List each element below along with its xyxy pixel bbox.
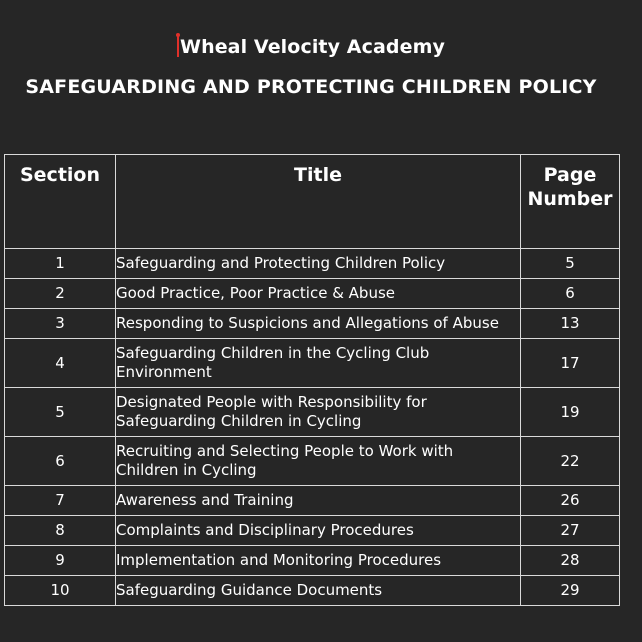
section-title: Implementation and Monitoring Procedures bbox=[116, 546, 521, 576]
column-header-page-number bbox=[521, 155, 620, 249]
page-number: 13 bbox=[521, 309, 620, 339]
page-number: 6 bbox=[521, 279, 620, 309]
column-header-section: Section bbox=[5, 155, 116, 249]
section-number: 6 bbox=[5, 437, 116, 486]
table-row bbox=[5, 486, 620, 516]
text-cursor-icon bbox=[177, 35, 179, 57]
policy-title: SAFEGUARDING AND PROTECTING CHILDREN POLICY bbox=[25, 76, 597, 98]
table-row bbox=[5, 388, 620, 437]
section-number: 1 bbox=[5, 249, 116, 279]
section-title: Good Practice, Poor Practice & Abuse bbox=[116, 279, 521, 309]
table-row bbox=[5, 309, 620, 339]
section-number: 5 bbox=[5, 388, 116, 437]
section-title: Complaints and Disciplinary Procedures bbox=[116, 516, 521, 546]
section-number: 9 bbox=[5, 546, 116, 576]
column-header-title: Title bbox=[116, 155, 521, 249]
section-number: 10 bbox=[5, 576, 116, 606]
page-number: 27 bbox=[521, 516, 620, 546]
table-row bbox=[5, 546, 620, 576]
org-name: Wheal Velocity Academy bbox=[180, 36, 445, 58]
table-row bbox=[5, 576, 620, 606]
column-header-page-line1: Page bbox=[543, 164, 597, 186]
section-number: 3 bbox=[5, 309, 116, 339]
page-number: 19 bbox=[521, 388, 620, 437]
contents-table bbox=[4, 154, 620, 606]
page-number: 29 bbox=[521, 576, 620, 606]
section-title: Designated People with Responsibility for Safeguarding Children in Cycling bbox=[116, 388, 521, 437]
section-title: Recruiting and Selecting People to Work with Children in Cycling bbox=[116, 437, 521, 486]
section-number: 7 bbox=[5, 486, 116, 516]
section-number: 2 bbox=[5, 279, 116, 309]
table-row bbox=[5, 516, 620, 546]
table-row bbox=[5, 437, 620, 486]
page-number: 26 bbox=[521, 486, 620, 516]
page-number: 5 bbox=[521, 249, 620, 279]
table-row bbox=[5, 339, 620, 388]
section-title: Responding to Suspicions and Allegations of Abuse bbox=[116, 309, 521, 339]
page-number: 22 bbox=[521, 437, 620, 486]
section-title: Awareness and Training bbox=[116, 486, 521, 516]
table-header-row bbox=[5, 155, 620, 249]
section-title: Safeguarding Children in the Cycling Club Environment bbox=[116, 339, 521, 388]
page-number: 28 bbox=[521, 546, 620, 576]
org-title bbox=[0, 35, 622, 58]
contents-table-body bbox=[5, 249, 620, 606]
column-header-page-line2: Number bbox=[527, 188, 613, 210]
table-row bbox=[5, 249, 620, 279]
section-title: Safeguarding Guidance Documents bbox=[116, 576, 521, 606]
section-title: Safeguarding and Protecting Children Policy bbox=[116, 249, 521, 279]
section-number: 4 bbox=[5, 339, 116, 388]
section-number: 8 bbox=[5, 516, 116, 546]
table-row bbox=[5, 279, 620, 309]
page-number: 17 bbox=[521, 339, 620, 388]
